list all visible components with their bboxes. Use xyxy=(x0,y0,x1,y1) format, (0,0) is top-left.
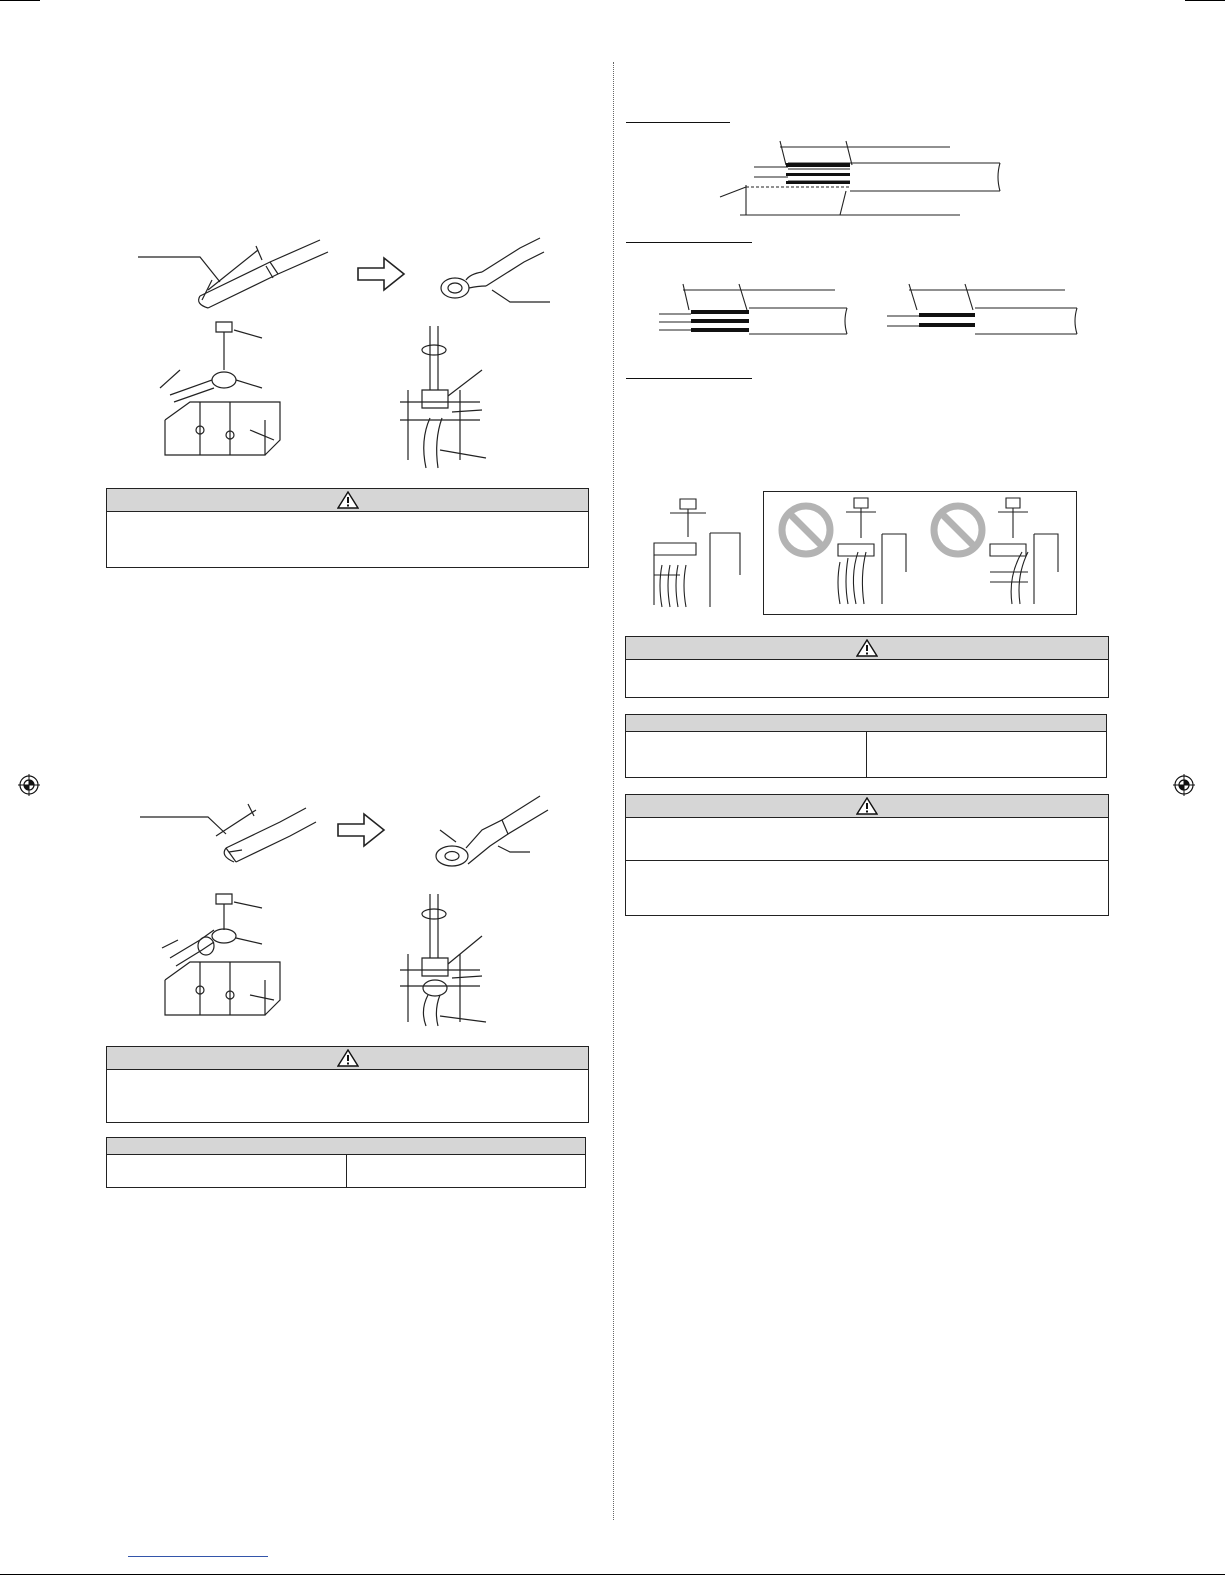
caution-row xyxy=(626,818,1108,860)
caution-header xyxy=(626,637,1108,660)
right-arrow-icon xyxy=(358,258,404,290)
cable-strip-length-figure xyxy=(700,135,1020,225)
two-core-cable-figure xyxy=(885,280,1085,340)
caution-row xyxy=(626,860,1108,916)
table-header xyxy=(107,1138,585,1155)
solid-wire-strip-figure xyxy=(130,230,570,470)
section-heading-rule xyxy=(626,122,730,123)
warning-triangle-icon xyxy=(337,1049,359,1067)
table-cell xyxy=(346,1155,586,1187)
table-header xyxy=(626,715,1106,732)
warning-triangle-icon xyxy=(337,491,359,509)
registration-mark-icon xyxy=(18,774,40,796)
three-core-cable-figure xyxy=(655,280,855,340)
incorrect-connection-figure-2 xyxy=(982,496,1072,606)
torque-table-right xyxy=(625,714,1107,778)
registration-mark-icon xyxy=(1173,774,1195,796)
section-heading-rule xyxy=(626,242,752,243)
prohibited-circle-icon xyxy=(930,502,986,558)
footer-rule xyxy=(0,1574,1225,1575)
column-divider xyxy=(613,62,614,1520)
caution-box-3 xyxy=(625,636,1109,698)
prohibited-circle-icon xyxy=(778,502,834,558)
caution-box-4 xyxy=(625,794,1109,916)
torque-table-left xyxy=(106,1137,586,1188)
section-heading-rule xyxy=(626,378,752,379)
table-cell xyxy=(626,732,866,777)
warning-triangle-icon xyxy=(856,639,878,657)
warning-triangle-icon xyxy=(856,797,878,815)
caution-box-2 xyxy=(106,1046,589,1123)
caution-box-1 xyxy=(106,488,589,568)
footer-underline xyxy=(128,1556,268,1557)
table-cell xyxy=(107,1155,346,1187)
incorrect-connection-figure-1 xyxy=(830,496,920,606)
caution-header xyxy=(626,795,1108,818)
caution-header xyxy=(107,489,588,512)
crop-mark-top-left xyxy=(0,0,40,1)
incorrect-connections-box xyxy=(763,491,1077,615)
correct-connection-figure xyxy=(640,495,750,615)
table-cell xyxy=(866,732,1107,777)
crop-mark-top-right xyxy=(1185,0,1225,1)
right-arrow-icon xyxy=(338,814,384,846)
stranded-wire-ring-terminal-figure xyxy=(130,790,570,1030)
caution-header xyxy=(107,1047,588,1070)
